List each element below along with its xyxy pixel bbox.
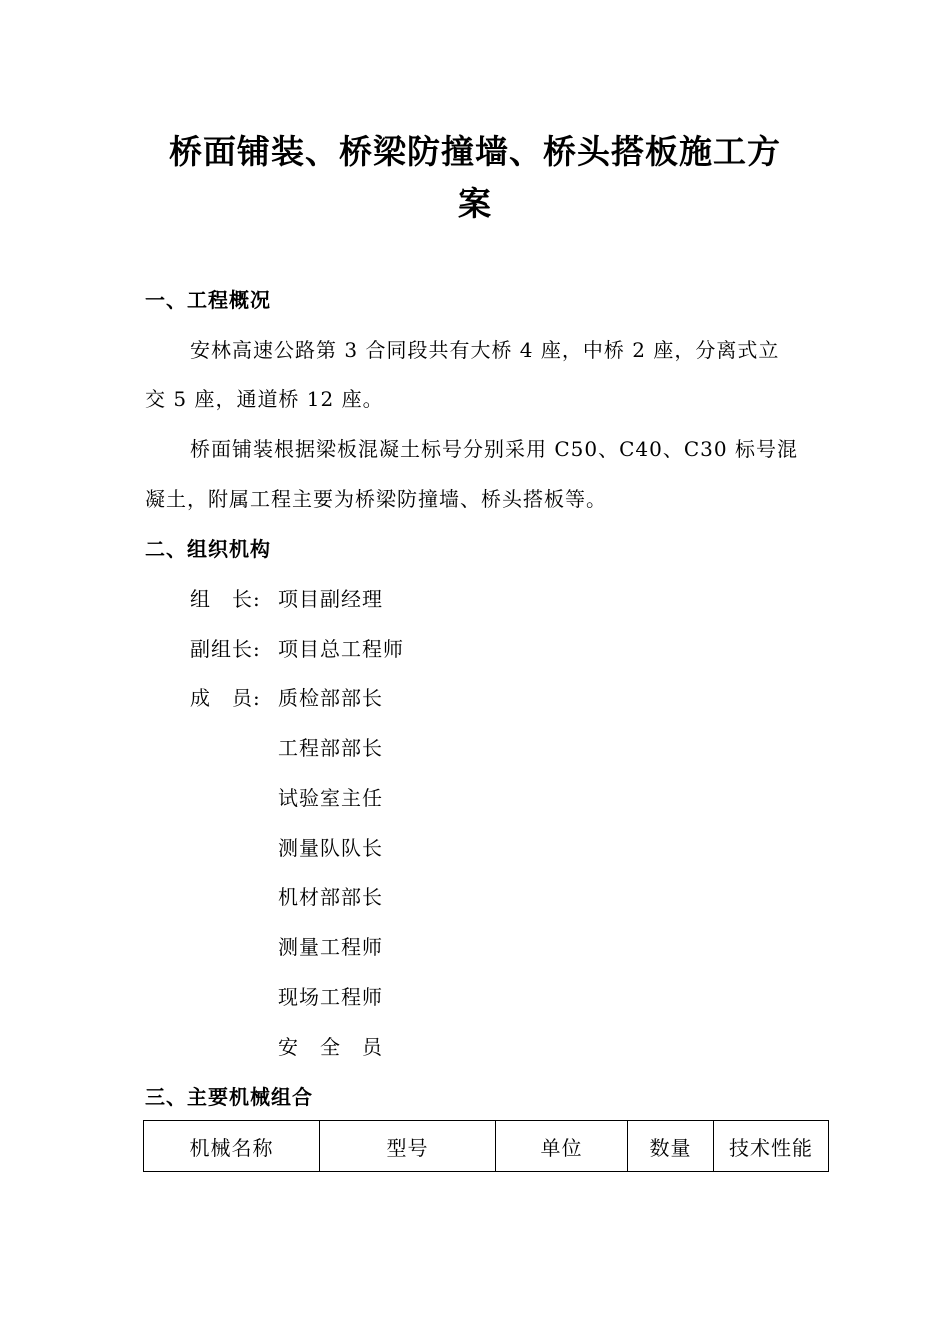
org-member: 现场工程师 bbox=[278, 985, 383, 1009]
title-line-1: 桥面铺装、桥梁防撞墙、桥头搭板施工方 bbox=[169, 132, 781, 171]
table-header-cell: 机械名称 bbox=[144, 1121, 320, 1172]
org-row-deputy bbox=[190, 635, 404, 663]
overview-paragraph-1-line-2: 交 5 座，通道桥 12 座。 bbox=[145, 387, 384, 411]
overview-paragraph-1-line-1: 安林高速公路第 3 合同段共有大桥 4 座，中桥 2 座，分离式立 bbox=[190, 338, 780, 362]
org-member: 试验室主任 bbox=[278, 786, 383, 810]
org-value-leader: 项目副经理 bbox=[278, 587, 383, 611]
section-heading-machinery: 三、主要机械组合 bbox=[145, 1085, 313, 1109]
table-header-cell: 数量 bbox=[628, 1121, 714, 1172]
overview-paragraph-2-line-2: 凝土，附属工程主要为桥梁防撞墙、桥头搭板等。 bbox=[145, 487, 607, 511]
table-header-cell: 技术性能 bbox=[714, 1121, 829, 1172]
machinery-table bbox=[143, 1120, 829, 1172]
org-label-leader: 组 长: bbox=[190, 587, 261, 611]
org-member: 测量工程师 bbox=[278, 935, 383, 959]
org-label-members: 成 员: bbox=[190, 686, 261, 710]
org-member: 测量队队长 bbox=[278, 836, 383, 860]
org-member: 安 全 员 bbox=[278, 1035, 383, 1059]
table-header-cell: 型号 bbox=[320, 1121, 496, 1172]
overview-paragraph-2-line-1: 桥面铺装根据梁板混凝土标号分别采用 C50、C40、C30 标号混 bbox=[190, 437, 798, 461]
title-line-2: 案 bbox=[458, 184, 492, 223]
org-member: 质检部部长 bbox=[278, 686, 383, 710]
section-heading-organization: 二、组织机构 bbox=[145, 537, 271, 561]
table-header-cell: 单位 bbox=[496, 1121, 628, 1172]
document-title bbox=[150, 126, 800, 230]
org-row-leader bbox=[190, 585, 383, 613]
section-heading-overview: 一、工程概况 bbox=[145, 288, 271, 312]
org-member: 机材部部长 bbox=[278, 885, 383, 909]
org-value-deputy: 项目总工程师 bbox=[278, 637, 404, 661]
org-member: 工程部部长 bbox=[278, 736, 383, 760]
org-label-deputy: 副组长: bbox=[190, 637, 261, 661]
org-row-members bbox=[190, 684, 383, 712]
table-header-row bbox=[144, 1121, 829, 1172]
